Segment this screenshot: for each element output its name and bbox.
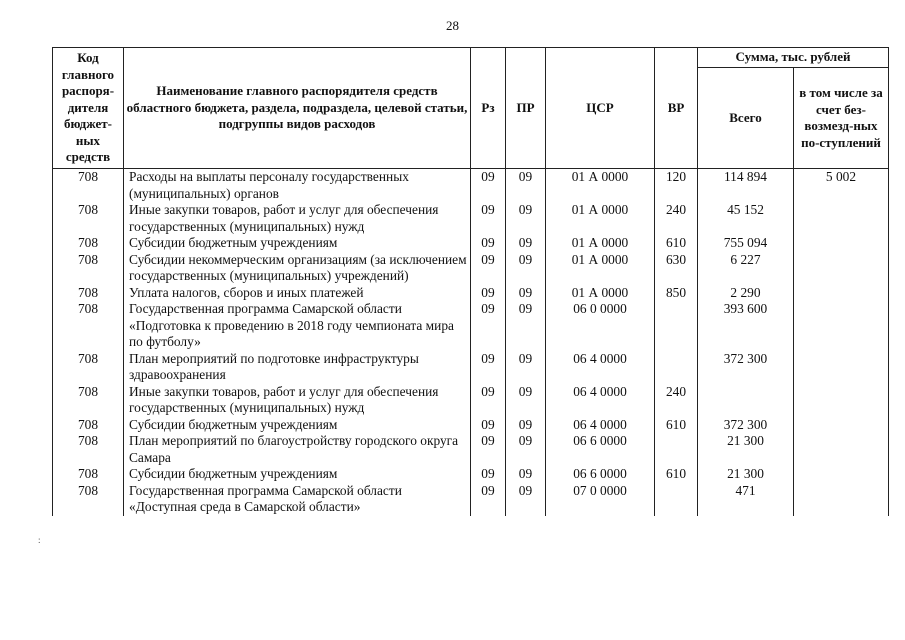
cell-code: 708 <box>53 384 124 417</box>
cell-csr: 06 6 0000 <box>546 466 655 483</box>
cell-code: 708 <box>53 433 124 466</box>
cell-gratuitous <box>794 351 889 384</box>
cell-total: 471 <box>698 483 794 516</box>
cell-csr: 06 4 0000 <box>546 417 655 434</box>
cell-code: 708 <box>53 466 124 483</box>
cell-name: Иные закупки товаров, работ и услуг для обеспечения государственных (муниципальных) нужд <box>124 202 471 235</box>
cell-vr: 630 <box>655 252 698 285</box>
cell-total: 393 600 <box>698 301 794 351</box>
cell-name: Иные закупки товаров, работ и услуг для обеспечения государственных (муниципальных) нужд <box>124 384 471 417</box>
cell-code: 708 <box>53 351 124 384</box>
cell-rz: 09 <box>471 285 506 302</box>
cell-gratuitous: 5 002 <box>794 169 889 203</box>
header-vr: ВР <box>655 48 698 169</box>
cell-name: Государственная программа Самарской области «Доступная среда в Самарской области» <box>124 483 471 516</box>
cell-rz: 09 <box>471 433 506 466</box>
cell-pr: 09 <box>506 351 546 384</box>
cell-pr: 09 <box>506 202 546 235</box>
cell-pr: 09 <box>506 466 546 483</box>
cell-csr: 01 А 0000 <box>546 202 655 235</box>
cell-vr: 610 <box>655 417 698 434</box>
table-row <box>53 235 889 252</box>
cell-gratuitous <box>794 252 889 285</box>
cell-pr: 09 <box>506 301 546 351</box>
cell-csr: 06 4 0000 <box>546 351 655 384</box>
cell-pr: 09 <box>506 169 546 203</box>
cell-gratuitous <box>794 202 889 235</box>
cell-rz: 09 <box>471 466 506 483</box>
cell-gratuitous <box>794 384 889 417</box>
cell-name: План мероприятий по подготовке инфраструктуры здравоохранения <box>124 351 471 384</box>
cell-gratuitous <box>794 417 889 434</box>
cell-rz: 09 <box>471 235 506 252</box>
table-row <box>53 169 889 203</box>
header-pr: ПР <box>506 48 546 169</box>
cell-code: 708 <box>53 417 124 434</box>
cell-rz: 09 <box>471 351 506 384</box>
table-row <box>53 466 889 483</box>
cell-gratuitous <box>794 301 889 351</box>
cell-pr: 09 <box>506 384 546 417</box>
cell-total: 372 300 <box>698 351 794 384</box>
table-row <box>53 252 889 285</box>
cell-name: Субсидии бюджетным учреждениям <box>124 235 471 252</box>
cell-pr: 09 <box>506 433 546 466</box>
cell-csr: 07 0 0000 <box>546 483 655 516</box>
cell-name: Субсидии бюджетным учреждениям <box>124 417 471 434</box>
cell-total: 2 290 <box>698 285 794 302</box>
cell-gratuitous <box>794 483 889 516</box>
cell-gratuitous <box>794 466 889 483</box>
header-rz: Рз <box>471 48 506 169</box>
cell-pr: 09 <box>506 252 546 285</box>
cell-pr: 09 <box>506 483 546 516</box>
cell-csr: 06 6 0000 <box>546 433 655 466</box>
header-name: Наименование главного распорядителя средств областного бюджета, раздела, подраздела, целевой статьи, подгруппы видов расходов <box>124 48 471 169</box>
cell-total: 114 894 <box>698 169 794 203</box>
cell-vr: 240 <box>655 384 698 417</box>
cell-vr: 240 <box>655 202 698 235</box>
cell-vr <box>655 301 698 351</box>
cell-pr: 09 <box>506 417 546 434</box>
table-row <box>53 433 889 466</box>
cell-code: 708 <box>53 301 124 351</box>
cell-csr: 06 4 0000 <box>546 384 655 417</box>
margin-mark: : <box>38 535 41 545</box>
cell-csr: 01 А 0000 <box>546 252 655 285</box>
table-row <box>53 301 889 351</box>
cell-gratuitous <box>794 285 889 302</box>
budget-table <box>52 47 889 516</box>
cell-rz: 09 <box>471 483 506 516</box>
cell-gratuitous <box>794 433 889 466</box>
cell-vr <box>655 351 698 384</box>
cell-vr: 850 <box>655 285 698 302</box>
cell-total: 21 300 <box>698 433 794 466</box>
table-row <box>53 417 889 434</box>
cell-pr: 09 <box>506 235 546 252</box>
cell-vr <box>655 433 698 466</box>
cell-rz: 09 <box>471 169 506 203</box>
cell-code: 708 <box>53 235 124 252</box>
cell-name: Субсидии некоммерческим организациям (за исключением государственных (муниципальных) учреждений) <box>124 252 471 285</box>
cell-rz: 09 <box>471 252 506 285</box>
cell-name: Государственная программа Самарской области «Подготовка к проведению в 2018 году чемпионата мира по футболу» <box>124 301 471 351</box>
cell-code: 708 <box>53 285 124 302</box>
header-sum-group: Сумма, тыс. рублей <box>698 48 889 68</box>
cell-vr: 610 <box>655 235 698 252</box>
cell-rz: 09 <box>471 417 506 434</box>
cell-code: 708 <box>53 202 124 235</box>
table-header <box>53 48 889 169</box>
cell-csr: 06 0 0000 <box>546 301 655 351</box>
cell-vr <box>655 483 698 516</box>
cell-code: 708 <box>53 169 124 203</box>
header-total: Всего <box>698 68 794 169</box>
cell-rz: 09 <box>471 384 506 417</box>
cell-rz: 09 <box>471 301 506 351</box>
header-gratuitous: в том числе за счет без-возмезд-ных по-ступлений <box>794 68 889 169</box>
cell-code: 708 <box>53 483 124 516</box>
table-row <box>53 285 889 302</box>
header-csr: ЦСР <box>546 48 655 169</box>
page-number: 28 <box>446 18 459 33</box>
cell-name: Расходы на выплаты персоналу государственных (муниципальных) органов <box>124 169 471 203</box>
cell-code: 708 <box>53 252 124 285</box>
table-row <box>53 483 889 516</box>
table-body <box>53 169 889 516</box>
cell-pr: 09 <box>506 285 546 302</box>
cell-rz: 09 <box>471 202 506 235</box>
cell-total: 372 300 <box>698 417 794 434</box>
header-code: Код главного распоря-дителя бюджет-ных средств <box>53 48 124 169</box>
cell-total: 6 227 <box>698 252 794 285</box>
table-row <box>53 202 889 235</box>
cell-vr: 610 <box>655 466 698 483</box>
cell-vr: 120 <box>655 169 698 203</box>
cell-csr: 01 А 0000 <box>546 235 655 252</box>
cell-name: План мероприятий по благоустройству городского округа Самара <box>124 433 471 466</box>
cell-total: 21 300 <box>698 466 794 483</box>
cell-total: 755 094 <box>698 235 794 252</box>
cell-gratuitous <box>794 235 889 252</box>
cell-csr: 01 А 0000 <box>546 285 655 302</box>
cell-name: Уплата налогов, сборов и иных платежей <box>124 285 471 302</box>
cell-total <box>698 384 794 417</box>
cell-csr: 01 А 0000 <box>546 169 655 203</box>
cell-total: 45 152 <box>698 202 794 235</box>
cell-name: Субсидии бюджетным учреждениям <box>124 466 471 483</box>
table-row <box>53 384 889 417</box>
table-row <box>53 351 889 384</box>
